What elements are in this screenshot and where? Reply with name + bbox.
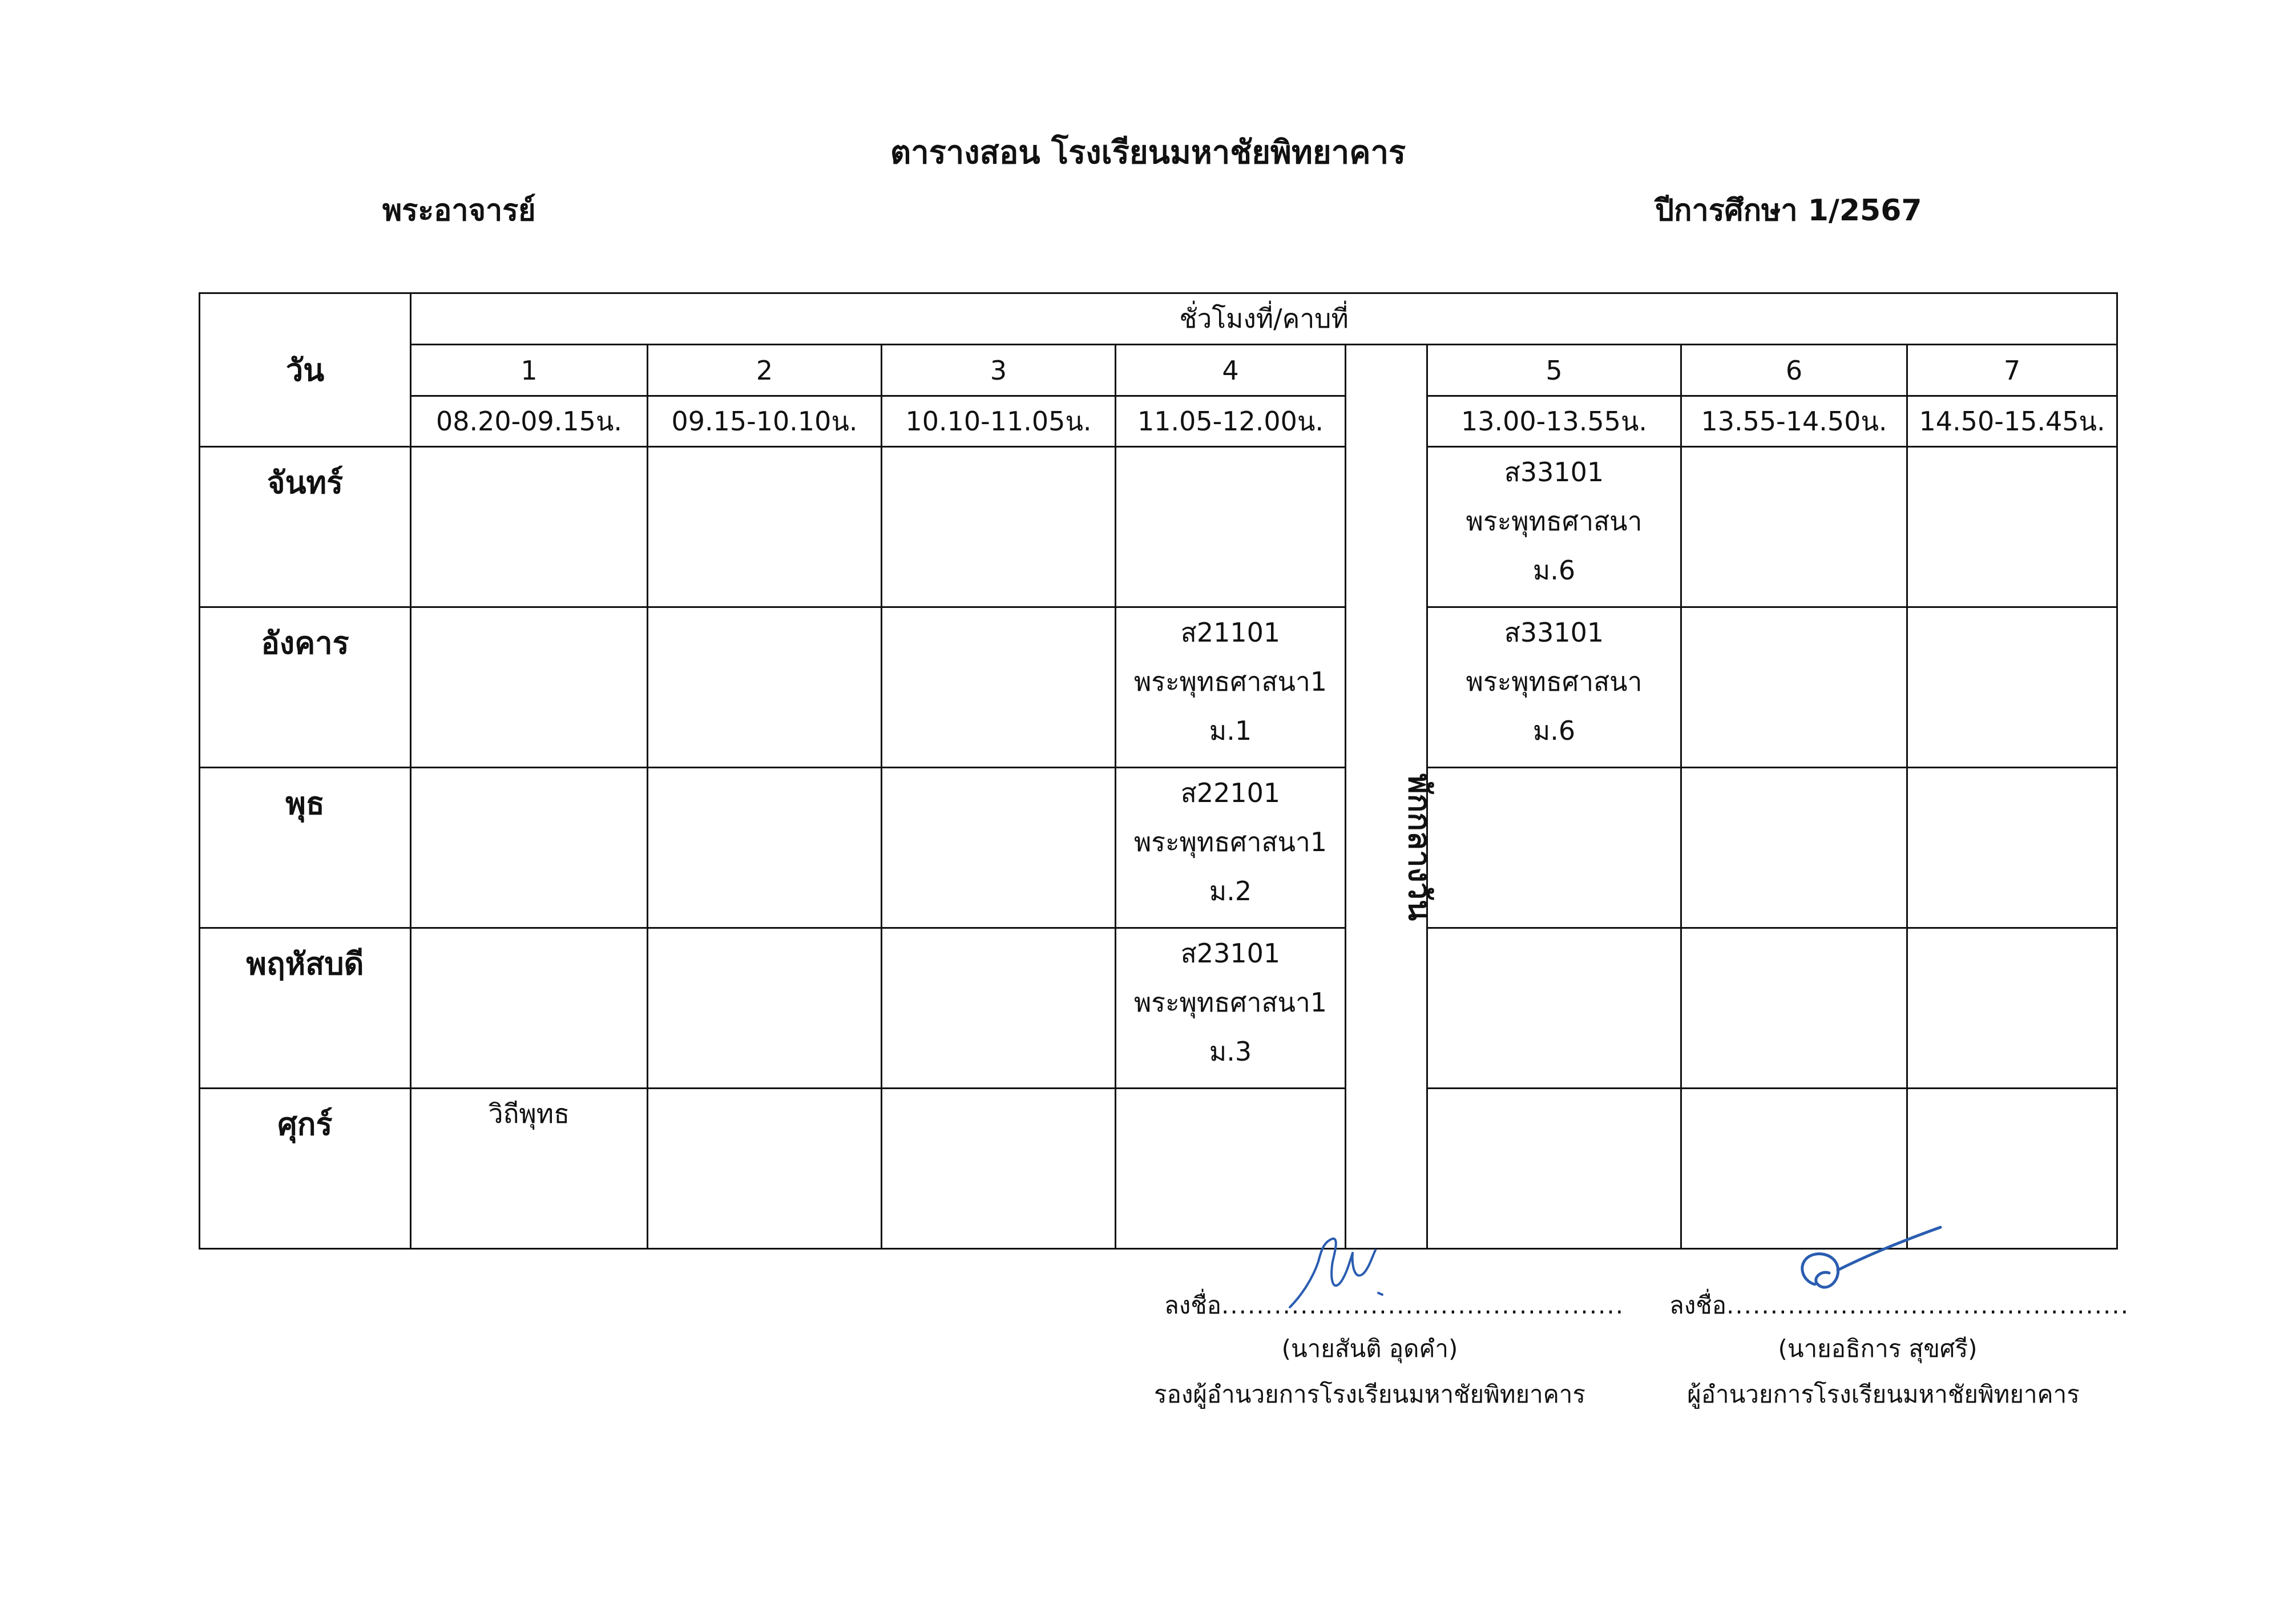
schedule-cell — [1116, 928, 1346, 1089]
schedule-cell — [648, 928, 882, 1089]
subject-code: ส21101 — [1180, 617, 1281, 648]
day-name: อังคาร — [200, 607, 411, 768]
schedule-cell — [882, 928, 1116, 1089]
subject-code: ส33101 — [1504, 457, 1604, 487]
schedule-cell — [411, 447, 648, 607]
signature-mark-1 — [1278, 1227, 1404, 1313]
day-name: พุธ — [200, 768, 411, 928]
subject-code: ส23101 — [1180, 938, 1281, 969]
signature-mark-2 — [1781, 1222, 1952, 1307]
period-number: 2 — [648, 345, 882, 396]
signature-label: ลงชื่อ — [1669, 1291, 1726, 1319]
signature-dots: .............................................. — [1221, 1291, 1625, 1319]
day-name: พฤหัสบดี — [200, 928, 411, 1089]
schedule-cell — [1681, 447, 1907, 607]
day-row — [200, 928, 2117, 1089]
lunch-spacer — [1346, 345, 1427, 396]
day-name: จันทร์ — [200, 447, 411, 607]
signature-dots: .............................................. — [1726, 1291, 2130, 1319]
lunch-break-label: พักกลางวัน — [1402, 773, 1438, 921]
period-header: ชั่วโมงที่/คาบที่ — [411, 293, 2117, 345]
subject-name: พระพุทธศาสนา1 — [1133, 666, 1327, 697]
schedule-cell — [411, 768, 648, 928]
schedule-cell — [1427, 607, 1681, 768]
teacher-name: พระอาจารย์ — [382, 194, 536, 228]
page-title: ตารางสอน โรงเรียนมหาชัยพิทยาคาร — [890, 134, 1406, 171]
schedule-cell — [411, 928, 648, 1089]
lunch-spacer — [1346, 396, 1427, 447]
period-time: 10.10-11.05น. — [882, 396, 1116, 447]
signer-position-1: รองผู้อำนวยการโรงเรียนมหาชัยพิทยาคาร — [1154, 1380, 1585, 1408]
class-level: ม.1 — [1209, 715, 1252, 746]
schedule-cell — [882, 1089, 1116, 1249]
schedule-cell — [882, 447, 1116, 607]
subject-name: พระพุทธศาสนา1 — [1133, 987, 1327, 1018]
schedule-cell — [882, 768, 1116, 928]
day-column-header: วัน — [200, 293, 411, 447]
subject-name: พระพุทธศาสนา1 — [1133, 827, 1327, 857]
schedule-cell — [1427, 447, 1681, 607]
schedule-cell — [1681, 768, 1907, 928]
period-time: 11.05-12.00น. — [1116, 396, 1346, 447]
signer-name-1: (นายสันติ อุดคำ) — [1281, 1335, 1458, 1363]
day-name: ศุกร์ — [200, 1089, 411, 1249]
schedule-cell — [1907, 447, 2117, 607]
day-row — [200, 768, 2117, 928]
period-number: 5 — [1427, 345, 1681, 396]
signer-position-2: ผู้อำนวยการโรงเรียนมหาชัยพิทยาคาร — [1687, 1380, 2080, 1408]
subject-code: ส22101 — [1180, 777, 1281, 808]
schedule-cell — [1116, 447, 1346, 607]
subject-name: พระพุทธศาสนา — [1466, 666, 1643, 697]
schedule-cell — [1427, 768, 1681, 928]
schedule-cell — [648, 1089, 882, 1249]
schedule-cell — [1427, 1089, 1681, 1249]
class-level: ม.2 — [1209, 876, 1252, 906]
period-number: 4 — [1116, 345, 1346, 396]
academic-year: ปีการศึกษา 1/2567 — [1655, 194, 1922, 228]
schedule-cell — [1116, 1089, 1346, 1249]
period-number: 6 — [1681, 345, 1907, 396]
schedule-cell — [1907, 768, 2117, 928]
class-level: ม.6 — [1532, 555, 1576, 586]
timetable — [199, 292, 2118, 1250]
schedule-cell — [648, 607, 882, 768]
subject-code: วิถีพุทธ — [488, 1098, 570, 1129]
period-number: 7 — [1907, 345, 2117, 396]
schedule-cell — [648, 447, 882, 607]
period-time: 14.50-15.45น. — [1907, 396, 2117, 447]
subject-code: ส33101 — [1504, 617, 1604, 648]
period-number: 3 — [882, 345, 1116, 396]
lunch-break-column — [1346, 447, 1438, 1249]
signature-label: ลงชื่อ — [1164, 1291, 1221, 1319]
schedule-cell — [882, 607, 1116, 768]
class-level: ม.3 — [1209, 1036, 1252, 1067]
period-time: 13.55-14.50น. — [1681, 396, 1907, 447]
day-row — [200, 447, 2117, 607]
day-row — [200, 607, 2117, 768]
schedule-cell — [1681, 928, 1907, 1089]
schedule-cell — [1907, 928, 2117, 1089]
period-time: 09.15-10.10น. — [648, 396, 882, 447]
schedule-cell — [411, 607, 648, 768]
schedule-cell — [648, 768, 882, 928]
period-time: 08.20-09.15น. — [411, 396, 648, 447]
period-time: 13.00-13.55น. — [1427, 396, 1681, 447]
schedule-cell — [411, 1089, 648, 1249]
period-number: 1 — [411, 345, 648, 396]
signer-name-2: (นายอธิการ สุขศรี) — [1778, 1335, 1978, 1363]
schedule-cell — [1427, 928, 1681, 1089]
class-level: ม.6 — [1532, 715, 1576, 746]
subject-name: พระพุทธศาสนา — [1466, 506, 1643, 537]
schedule-cell — [1116, 768, 1346, 928]
schedule-cell — [1907, 607, 2117, 768]
schedule-cell — [1681, 607, 1907, 768]
schedule-cell — [1116, 607, 1346, 768]
